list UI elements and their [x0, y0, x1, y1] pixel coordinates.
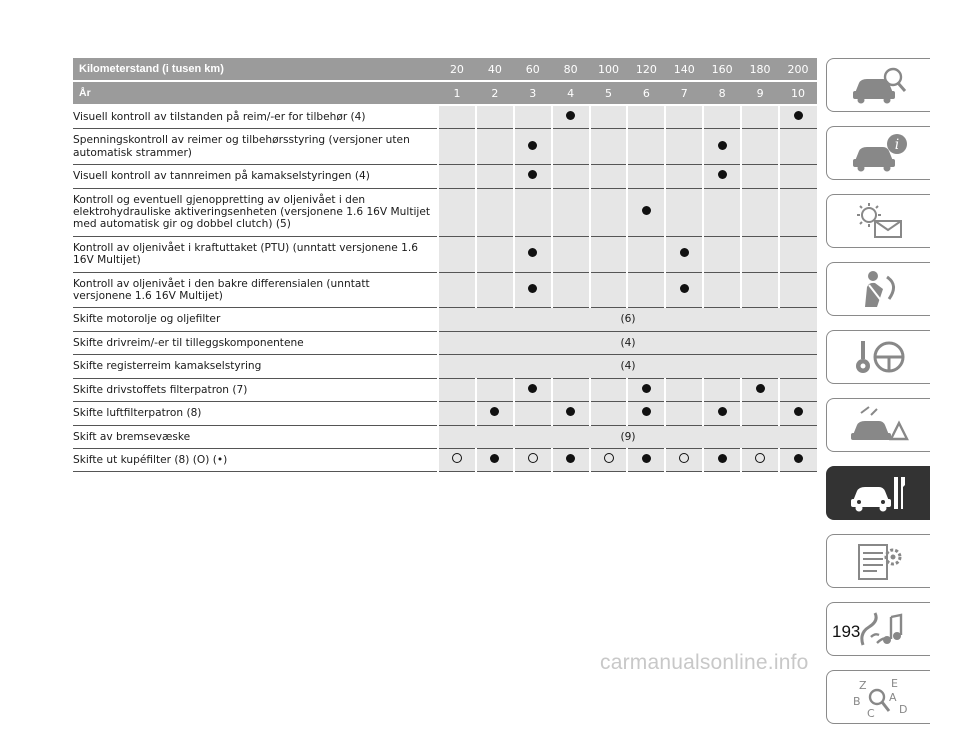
year-header-cell: 10: [779, 81, 817, 105]
year-header-cell: 8: [703, 81, 741, 105]
warning-light-message-icon: [847, 199, 911, 243]
required-dot-icon: [566, 111, 575, 120]
interval-cell: [552, 448, 590, 471]
required-dot-icon: [680, 248, 689, 257]
required-dot-icon: [490, 407, 499, 416]
required-dot-icon: [528, 141, 537, 150]
page-number: 193: [832, 622, 861, 641]
required-dot-icon: [642, 206, 651, 215]
operation-description: Visuell kontroll av tannreimen på kamakselstyringen (4): [73, 165, 438, 188]
interval-cell: [665, 402, 703, 425]
required-dot-icon: [642, 407, 651, 416]
interval-cell: [703, 165, 741, 188]
interval-cell: [438, 448, 476, 471]
interval-cell: [741, 402, 779, 425]
required-dot-icon: [528, 170, 537, 179]
interval-cell: [779, 165, 817, 188]
required-dot-icon: [642, 384, 651, 393]
table-row: [73, 105, 817, 129]
index-letter: C: [866, 707, 875, 719]
year-header-cell: 2: [476, 81, 514, 105]
index-letter: E: [890, 677, 898, 690]
mileage-header-label: Kilometerstand (i tusen km): [73, 58, 438, 81]
interval-cell: [665, 188, 703, 236]
index-letter: B: [852, 695, 861, 708]
interval-cell: [779, 448, 817, 471]
interval-cell: [741, 378, 779, 401]
tab-starting-driving[interactable]: [826, 330, 930, 384]
optional-ring-icon: [604, 453, 614, 463]
interval-cell: [627, 402, 665, 425]
interval-cell: [779, 378, 817, 401]
interval-cell: [438, 188, 476, 236]
interval-cell: [590, 402, 628, 425]
interval-cell: [665, 272, 703, 308]
interval-cell: [703, 402, 741, 425]
interval-cell: [438, 105, 476, 129]
interval-cell: [703, 448, 741, 471]
operation-description: Skifte motorolje og oljefilter: [73, 308, 438, 331]
interval-cell: [438, 402, 476, 425]
optional-ring-icon: [679, 453, 689, 463]
table-row: [73, 448, 817, 471]
interval-cell: [476, 236, 514, 272]
interval-cell: [590, 105, 628, 129]
interval-cell: [514, 129, 552, 165]
interval-cell: [476, 402, 514, 425]
year-header-label: År: [73, 81, 438, 105]
interval-note: (4): [438, 355, 817, 378]
required-dot-icon: [718, 141, 727, 150]
interval-cell: [552, 272, 590, 308]
year-header-cell: 3: [514, 81, 552, 105]
table-row: [73, 331, 817, 354]
interval-cell: [514, 448, 552, 471]
interval-cell: [514, 188, 552, 236]
interval-cell: [703, 105, 741, 129]
maintenance-schedule-table: [73, 58, 817, 472]
operation-description: Skifte registerreim kamakselstyring: [73, 355, 438, 378]
index-letter: A: [888, 691, 897, 704]
tab-safety[interactable]: [826, 262, 930, 316]
interval-cell: [665, 378, 703, 401]
year-header-cell: 9: [741, 81, 779, 105]
interval-cell: [741, 448, 779, 471]
interval-cell: [514, 236, 552, 272]
mileage-header-row: [73, 58, 817, 81]
table-row: [73, 188, 817, 236]
operation-description: Skifte ut kupéfilter (8) (O) (•): [73, 448, 438, 471]
interval-cell: [552, 188, 590, 236]
interval-cell: [665, 129, 703, 165]
tab-emergency[interactable]: [826, 398, 930, 452]
km-header-cell: 180: [741, 58, 779, 81]
interval-cell: [627, 188, 665, 236]
optional-ring-icon: [755, 453, 765, 463]
interval-note: (6): [438, 308, 817, 331]
year-header-row: [73, 81, 817, 105]
km-header-cell: 60: [514, 58, 552, 81]
interval-cell: [627, 378, 665, 401]
year-header-cell: 7: [665, 81, 703, 105]
interval-cell: [590, 188, 628, 236]
interval-cell: [590, 129, 628, 165]
year-header-cell: 5: [590, 81, 628, 105]
interval-cell: [703, 378, 741, 401]
required-dot-icon: [566, 407, 575, 416]
interval-cell: [552, 402, 590, 425]
interval-cell: [703, 188, 741, 236]
required-dot-icon: [528, 248, 537, 257]
optional-ring-icon: [452, 453, 462, 463]
km-header-cell: 100: [590, 58, 628, 81]
interval-cell: [779, 188, 817, 236]
interval-cell: [627, 105, 665, 129]
required-dot-icon: [566, 454, 575, 463]
car-dashboard-icon: [847, 63, 911, 107]
interval-cell: [665, 105, 703, 129]
table-row: [73, 402, 817, 425]
interval-cell: [514, 105, 552, 129]
table-row: [73, 236, 817, 272]
index-letter: D: [898, 703, 907, 716]
interval-cell: [514, 378, 552, 401]
required-dot-icon: [528, 384, 537, 393]
interval-cell: [476, 272, 514, 308]
interval-cell: [779, 402, 817, 425]
operation-description: Visuell kontroll av tilstanden på reim/-er for tilbehør (4): [73, 105, 438, 129]
interval-cell: [514, 165, 552, 188]
table-row: [73, 355, 817, 378]
car-emergency-icon: [847, 403, 911, 447]
required-dot-icon: [756, 384, 765, 393]
interval-cell: [703, 129, 741, 165]
svg-text:i: i: [894, 137, 899, 153]
tab-car-dashboard[interactable]: [826, 58, 930, 112]
car-maintenance-tools-icon: [847, 471, 911, 515]
table-row: [73, 425, 817, 448]
tab-warning-lights[interactable]: [826, 194, 930, 248]
operation-description: Skifte luftfilterpatron (8): [73, 402, 438, 425]
interval-cell: [741, 188, 779, 236]
year-header-cell: 1: [438, 81, 476, 105]
interval-cell: [741, 272, 779, 308]
interval-cell: [552, 165, 590, 188]
interval-cell: [627, 272, 665, 308]
optional-ring-icon: [528, 453, 538, 463]
interval-cell: [741, 105, 779, 129]
interval-note: (9): [438, 425, 817, 448]
interval-cell: [552, 378, 590, 401]
interval-cell: [552, 236, 590, 272]
tab-car-info[interactable]: [826, 126, 930, 180]
interval-cell: [590, 448, 628, 471]
interval-cell: [703, 272, 741, 308]
interval-cell: [438, 378, 476, 401]
interval-cell: [665, 448, 703, 471]
km-header-cell: 40: [476, 58, 514, 81]
interval-cell: [741, 236, 779, 272]
interval-cell: [476, 378, 514, 401]
interval-cell: [438, 272, 476, 308]
required-dot-icon: [718, 454, 727, 463]
interval-cell: [665, 236, 703, 272]
interval-cell: [627, 129, 665, 165]
operation-description: Skifte drivreim/-er til tilleggskomponentene: [73, 331, 438, 354]
table-row: [73, 378, 817, 401]
airbag-seatbelt-icon: [847, 267, 911, 311]
interval-cell: [438, 236, 476, 272]
operation-description: Spenningskontroll av reimer og tilbehørsstyring (versjoner uten automatisk strammer): [73, 129, 438, 165]
operation-description: Kontroll og eventuell gjenoppretting av oljenivået i den elektrohydrauliske aktiveringsenheten (versjonene 1.6 16V Multijet med automatisk gir og dobbel clutch) (5): [73, 188, 438, 236]
interval-cell: [514, 272, 552, 308]
required-dot-icon: [718, 407, 727, 416]
required-dot-icon: [490, 454, 499, 463]
interval-cell: [741, 165, 779, 188]
required-dot-icon: [794, 111, 803, 120]
km-header-cell: 160: [703, 58, 741, 81]
interval-cell: [627, 236, 665, 272]
interval-note: (4): [438, 331, 817, 354]
km-header-cell: 80: [552, 58, 590, 81]
table-row: [73, 129, 817, 165]
interval-cell: [590, 165, 628, 188]
interval-cell: [703, 236, 741, 272]
km-header-cell: 120: [627, 58, 665, 81]
car-info-icon: [847, 131, 911, 175]
operation-description: Kontroll av oljenivået i den bakre differensialen (unntatt versjonene 1.6 16V Multijet): [73, 272, 438, 308]
year-header-cell: 4: [552, 81, 590, 105]
interval-cell: [552, 129, 590, 165]
tab-maintenance[interactable]: [826, 466, 930, 520]
interval-cell: [779, 105, 817, 129]
required-dot-icon: [528, 284, 537, 293]
schedule-body: [73, 105, 817, 472]
required-dot-icon: [680, 284, 689, 293]
required-dot-icon: [642, 454, 651, 463]
table-row: [73, 272, 817, 308]
interval-cell: [476, 129, 514, 165]
interval-cell: [476, 448, 514, 471]
index-alphabet-icon: [847, 675, 911, 719]
interval-cell: [779, 236, 817, 272]
interval-cell: [590, 378, 628, 401]
operation-description: Skifte drivstoffets filterpatron (7): [73, 378, 438, 401]
watermark: carmanualsonline.info: [600, 651, 809, 674]
required-dot-icon: [794, 454, 803, 463]
key-steering-wheel-icon: [847, 335, 911, 379]
operation-description: Kontroll av oljenivået i kraftuttaket (PTU) (unntatt versjonene 1.6 16V Multijet): [73, 236, 438, 272]
interval-cell: [627, 448, 665, 471]
km-header-cell: 200: [779, 58, 817, 81]
required-dot-icon: [718, 170, 727, 179]
tab-technical-data[interactable]: [826, 534, 930, 588]
table-row: [73, 308, 817, 331]
interval-cell: [741, 129, 779, 165]
tab-index[interactable]: [826, 670, 930, 724]
required-dot-icon: [794, 407, 803, 416]
technical-data-icon: [847, 539, 911, 583]
interval-cell: [476, 165, 514, 188]
interval-cell: [438, 129, 476, 165]
operation-description: Skift av bremsevæske: [73, 425, 438, 448]
interval-cell: [779, 272, 817, 308]
km-header-cell: 20: [438, 58, 476, 81]
interval-cell: [590, 272, 628, 308]
interval-cell: [779, 129, 817, 165]
interval-cell: [552, 105, 590, 129]
interval-cell: [438, 165, 476, 188]
interval-cell: [590, 236, 628, 272]
index-letter: Z: [858, 679, 867, 692]
interval-cell: [476, 188, 514, 236]
km-header-cell: 140: [665, 58, 703, 81]
interval-cell: [476, 105, 514, 129]
interval-cell: [627, 165, 665, 188]
year-header-cell: 6: [627, 81, 665, 105]
interval-cell: [665, 165, 703, 188]
table-row: [73, 165, 817, 188]
interval-cell: [514, 402, 552, 425]
